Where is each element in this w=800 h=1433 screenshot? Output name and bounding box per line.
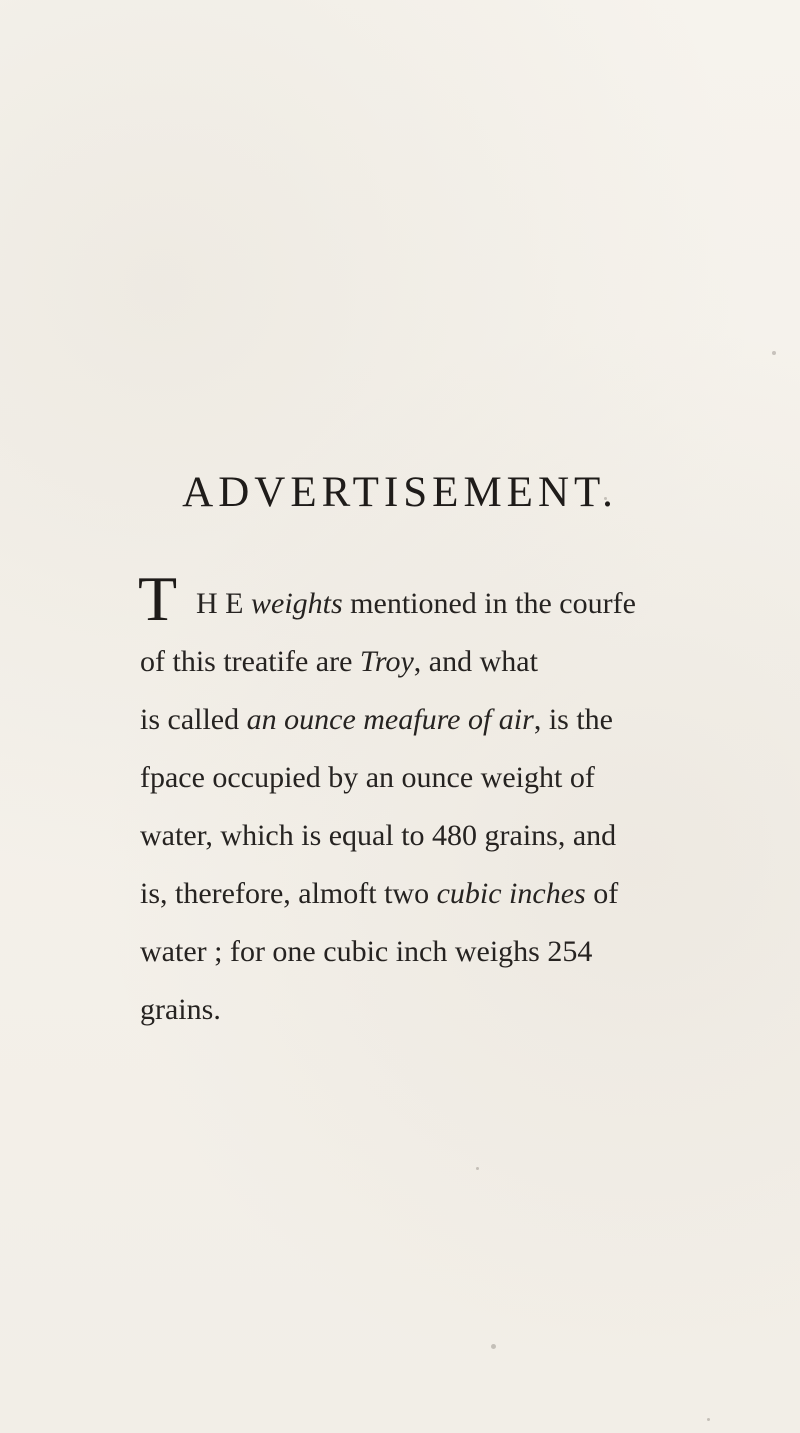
text-line-1-part-2: mentioned in the courfe bbox=[342, 587, 636, 620]
text-line-2-part-1: of this treatife are bbox=[140, 645, 360, 678]
paper-speck bbox=[491, 1344, 496, 1349]
text-line-6-part-1: is, therefore, almoft two bbox=[140, 877, 437, 910]
text-line-4: fpace occupied by an ounce weight of bbox=[140, 761, 595, 794]
paragraph bbox=[140, 575, 770, 1039]
text-line-2-italic: Troy bbox=[359, 645, 414, 678]
text-line-3 bbox=[140, 691, 770, 749]
text-line-1 bbox=[140, 575, 770, 633]
text-line-8: grains. bbox=[140, 993, 221, 1026]
paper-speck bbox=[707, 1418, 710, 1421]
text-line-1-part-1: H E bbox=[196, 587, 251, 620]
text-line-3-part-2: , is the bbox=[533, 703, 613, 736]
drop-cap: T bbox=[138, 563, 178, 634]
paper-speck bbox=[476, 1167, 479, 1170]
text-line-5: water, which is equal to 480 grains, and bbox=[140, 819, 617, 852]
paper-speck bbox=[772, 351, 776, 355]
page-title: ADVERTISEMENT. bbox=[182, 469, 618, 516]
text-line-3-part-1: is called bbox=[140, 703, 247, 736]
text-line-2 bbox=[140, 633, 770, 691]
text-line-6-part-2: of bbox=[585, 877, 619, 910]
text-line-2-part-2: , and what bbox=[413, 645, 538, 678]
text-line-7: water ; for one cubic inch weighs 254 bbox=[140, 935, 593, 968]
text-line-6-italic: cubic inches bbox=[436, 877, 586, 910]
paper-speck bbox=[604, 497, 607, 500]
text-line-6 bbox=[140, 865, 770, 923]
text-line-1-italic: weights bbox=[251, 587, 343, 620]
text-line-3-italic: an ounce meafure of air bbox=[246, 703, 534, 736]
